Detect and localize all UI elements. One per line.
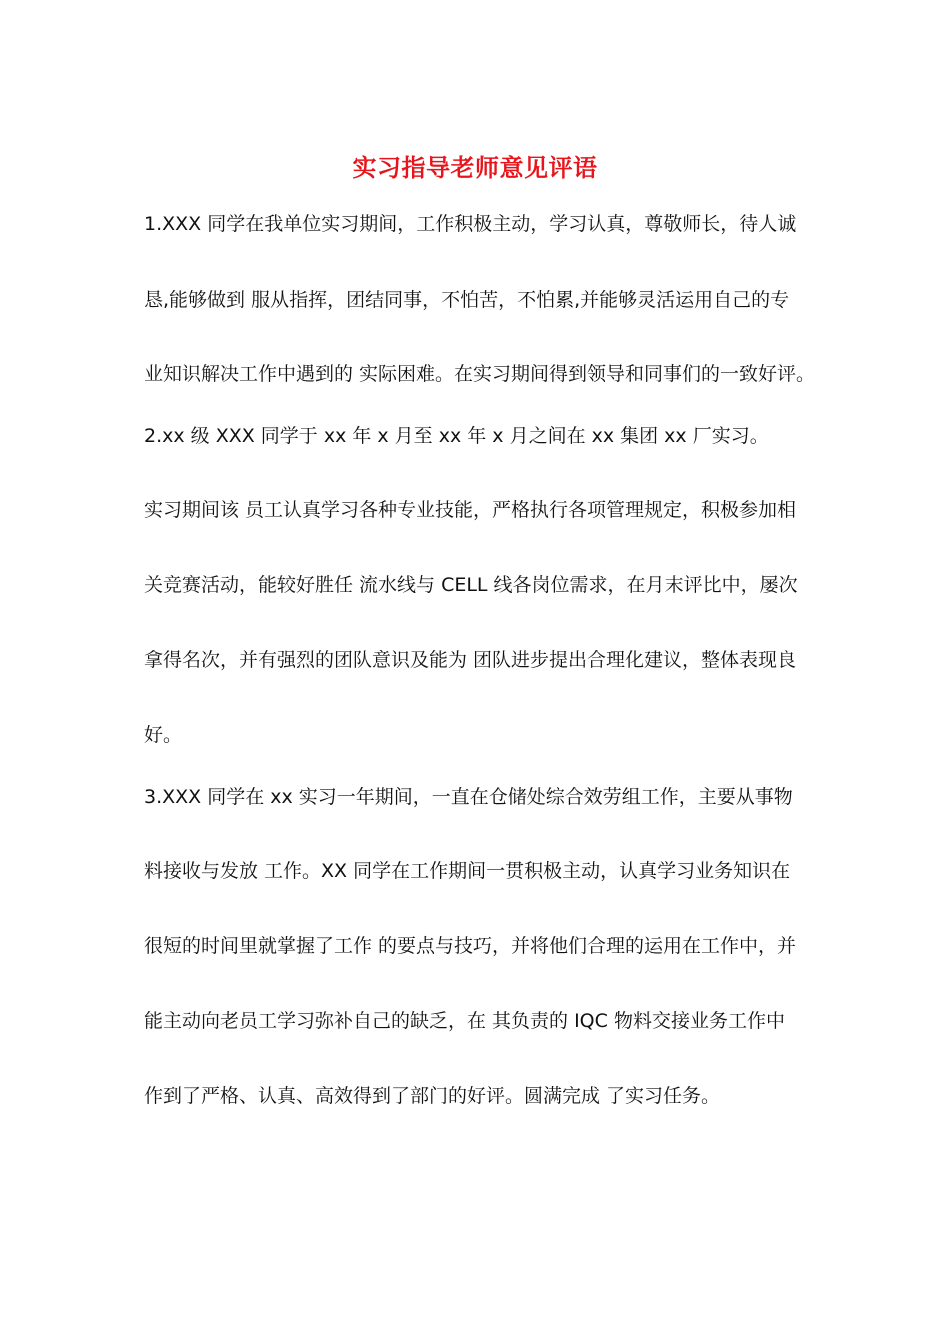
paragraph-2-line-2: 实习期间该 员工认真学习各种专业技能，严格执行各项管理规定，积极参加相 (144, 499, 797, 521)
paragraph-2-line-1: 2.xx 级 XXX 同学于 xx 年 x 月至 xx 年 x 月之间在 xx 集团 xx 厂实习。 (144, 425, 769, 447)
paragraph-3-line-4: 能主动向老员工学习弥补自己的缺乏，在 其负责的 IQC 物料交接业务工作中 (144, 1010, 785, 1032)
paragraph-3-line-2: 料接收与发放 工作。XX 同学在工作期间一贯积极主动，认真学习业务知识在 (144, 860, 791, 882)
paragraph-3-line-5: 作到了严格、认真、高效得到了部门的好评。圆满完成 了实习任务。 (144, 1085, 721, 1107)
paragraph-2-line-3: 关竞赛活动，能较好胜任 流水线与 CELL 线各岗位需求，在月末评比中，屡次 (144, 574, 798, 596)
paragraph-3-line-3: 很短的时间里就掌握了工作 的要点与技巧，并将他们合理的运用在工作中，并 (144, 935, 797, 957)
paragraph-1-line-3: 业知识解决工作中遇到的 实际困难。在实习期间得到领导和同事们的一致好评。 (144, 363, 816, 385)
paragraph-1-line-2: 恳,能够做到 服从指挥，团结同事，不怕苦，不怕累,并能够灵活运用自己的专 (144, 289, 790, 311)
document-title: 实习指导老师意见评语 (352, 153, 598, 182)
paragraph-2-line-4: 拿得名次，并有强烈的团队意识及能为 团队进步提出合理化建议，整体表现良 (144, 649, 797, 671)
paragraph-2-line-5: 好。 (144, 724, 183, 746)
paragraph-3-line-1: 3.XXX 同学在 xx 实习一年期间，一直在仓储处综合效劳组工作，主要从事物 (144, 786, 793, 808)
paragraph-1-line-1: 1.XXX 同学在我单位实习期间，工作积极主动，学习认真，尊敬师长，待人诚 (144, 213, 797, 235)
